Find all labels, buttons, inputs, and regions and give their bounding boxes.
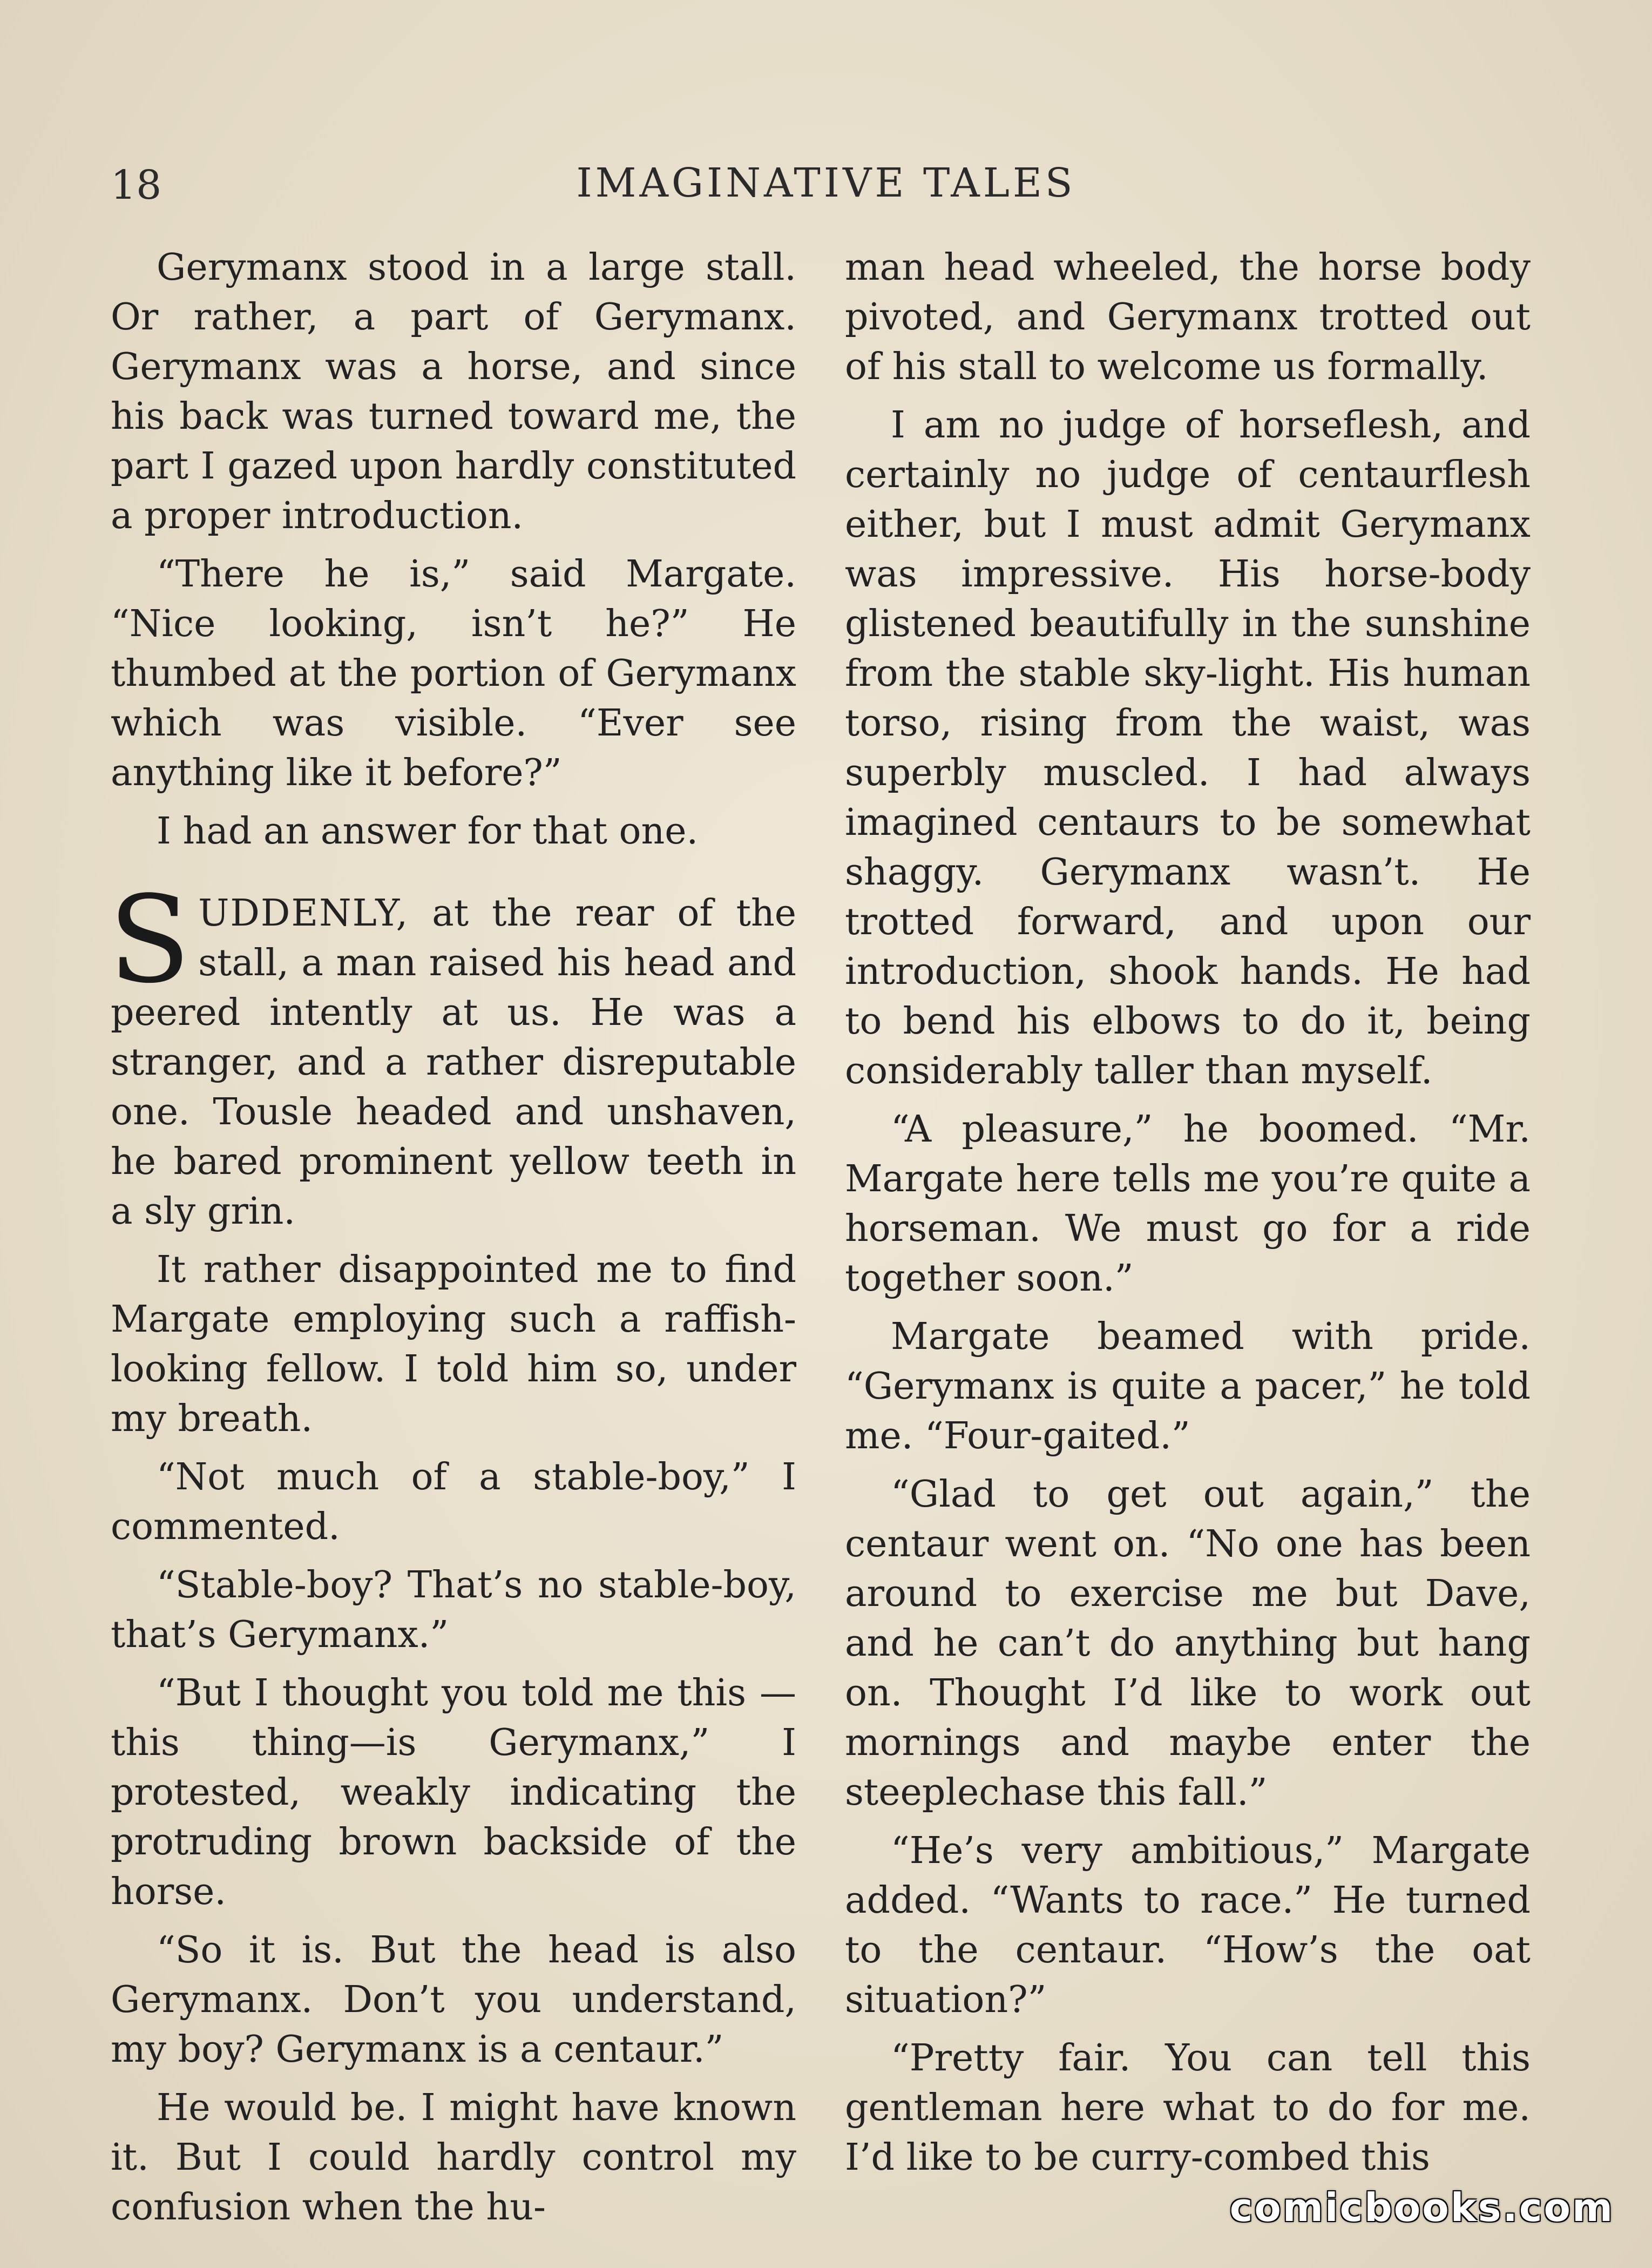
paragraph: “Not much of a stable-boy,” I commented.	[111, 1456, 796, 1548]
watermark: comicbooks.com	[1229, 2185, 1614, 2230]
smallcaps-lead: UDDENLY,	[198, 892, 409, 935]
page-number: 18	[111, 162, 162, 208]
left-column	[111, 243, 796, 2241]
paragraph: “Glad to get out again,” the centaur went on. “No one has been around to exercise me but Dave, and he can’t do anything but hang on. Thought I’d like to work out mornings and maybe enter the steeplechase this fall.”	[845, 1473, 1531, 1814]
running-title: IMAGINATIVE TALES	[576, 160, 1076, 206]
paragraph: Margate beamed with pride. “Gerymanx is quite a pacer,” he told me. “Four-gaited.”	[845, 1315, 1531, 1457]
paragraph: “A pleasure,” he boomed. “Mr. Margate here tells me you’re quite a horseman. We must go for a ride together soon.”	[845, 1108, 1531, 1300]
paragraph: “Stable-boy? That’s no stable-boy, that’s Gerymanx.”	[111, 1564, 796, 1656]
dropcap-paragraph	[109, 870, 796, 1237]
paragraph: “There he is,” said Margate. “Nice looking, isn’t he?” He thumbed at the portion of Gerymanx which was visible. “Ever see anything like it before?”	[111, 553, 796, 794]
paragraph: “Pretty fair. You can tell this gentleman here what to do for me. I’d like to be curry-combed this	[845, 2037, 1531, 2179]
paragraph: I am no judge of horseflesh, and certainly no judge of centaurflesh either, but I must admit Gerymanx was impressive. His horse-body glistened beautifully in the sunshine from the stable sky-light. His human torso, rising from the waist, was superbly muscled. I had always imagined centaurs to be somewhat shaggy. Gerymanx wasn’t. He trotted forward, and upon our introduction, shook hands. He had to bend his elbows to do it, being considerably taller than myself.	[845, 404, 1531, 1092]
paragraph-text: at the rear of the stall, a man raised his head and peered intently at us. He was a stranger, and a rather disreputable one. Tousle headed and unshaven, he bared prominent yellow teeth in a sly grin.	[111, 892, 796, 1233]
paragraph: man head wheeled, the horse body pivoted, and Gerymanx trotted out of his stall to welcome us formally.	[845, 246, 1531, 388]
paragraph: It rather disappointed me to find Margate employing such a raffish-looking fellow. I told him so, under my breath.	[111, 1248, 796, 1440]
paragraph: He would be. I might have known it. But I could hardly control my confusion when the hu-	[111, 2087, 796, 2229]
paragraph: “So it is. But the head is also Gerymanx. Don’t you understand, my boy? Gerymanx is a centaur.”	[111, 1929, 796, 2071]
paragraph: I had an answer for that one.	[157, 810, 699, 853]
paragraph: Gerymanx stood in a large stall. Or rather, a part of Gerymanx. Gerymanx was a horse, and since his back was turned toward me, the part I gazed upon hardly constituted a proper introduction.	[111, 246, 796, 537]
drop-cap: S	[109, 870, 191, 1010]
paragraph: “He’s very ambitious,” Margate added. “Wants to race.” He turned to the centaur. “How’s the oat situation?”	[845, 1830, 1531, 2021]
right-column	[845, 243, 1531, 2191]
paragraph: “But I thought you told me this —this thing—is Gerymanx,” I protested, weakly indicating the protruding brown backside of the horse.	[111, 1672, 796, 1913]
